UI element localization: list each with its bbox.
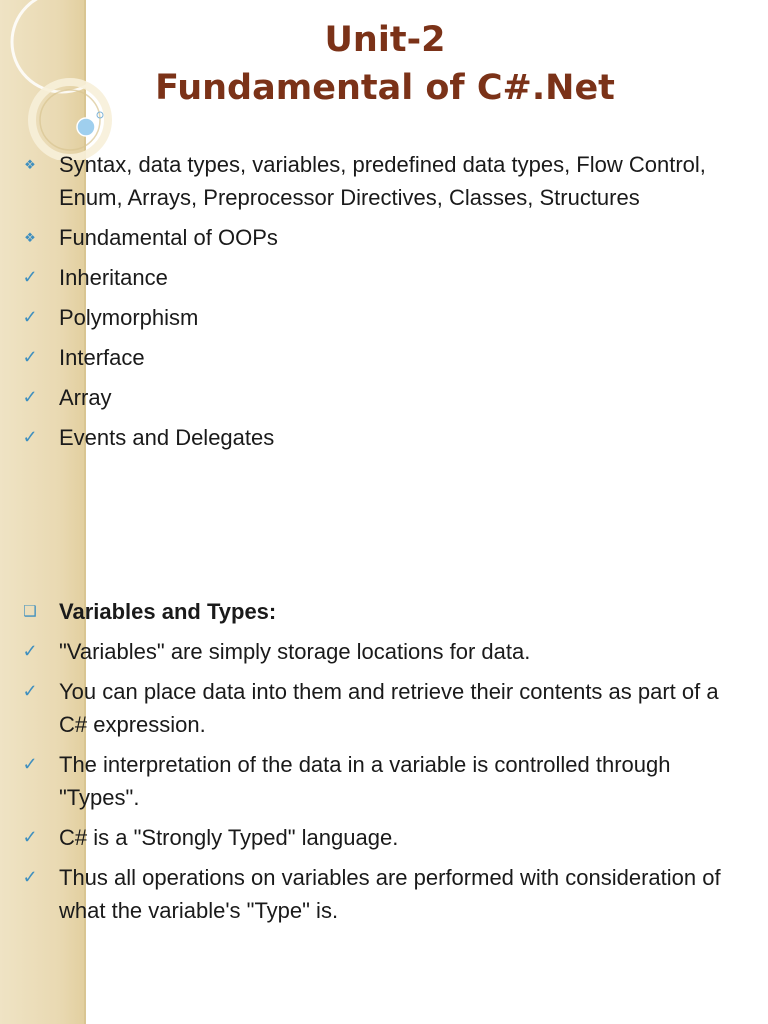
check-bullet-icon: ✓ — [22, 387, 38, 407]
check-bullet-icon: ✓ — [22, 827, 38, 847]
check-bullet-icon: ✓ — [22, 347, 38, 367]
list-item-text: Fundamental of OOPs — [59, 225, 278, 250]
diamond-bullet-icon: ❖ — [24, 157, 36, 172]
list-item — [0, 148, 740, 214]
list-item — [0, 635, 740, 668]
list-item-text: You can place data into them and retrieve their contents as part of a C# expression. — [59, 679, 719, 737]
slide-title-line-1: Unit-2 — [324, 20, 446, 60]
list-item-text: Syntax, data types, variables, predefined data types, Flow Control, Enum, Arrays, Preprocessor Directives, Classes, Structures — [59, 152, 706, 210]
list-item — [0, 221, 740, 254]
list-item — [0, 261, 740, 294]
list-item-text: C# is a "Strongly Typed" language. — [59, 825, 399, 850]
list-item-text: Inheritance — [59, 265, 168, 290]
check-bullet-icon: ✓ — [22, 681, 38, 701]
section-heading: Variables and Types: — [59, 599, 277, 624]
list-item-text: Events and Delegates — [59, 425, 275, 450]
list-item-text: The interpretation of the data in a variable is controlled through "Types". — [59, 752, 671, 810]
list-heading — [0, 595, 740, 628]
check-bullet-icon: ✓ — [22, 307, 38, 327]
slide-1-bullet-list — [0, 148, 740, 461]
list-item-text: Thus all operations on variables are performed with consideration of what the variable's "Type" is. — [59, 865, 721, 923]
list-item — [0, 821, 740, 854]
list-item — [0, 421, 740, 454]
list-item-text: Array — [59, 385, 112, 410]
slide-title-line-2: Fundamental of C#.Net — [155, 68, 615, 108]
list-item — [0, 748, 740, 814]
check-bullet-icon: ✓ — [22, 267, 38, 287]
check-bullet-icon: ✓ — [22, 867, 38, 887]
check-bullet-icon: ✓ — [22, 641, 38, 661]
check-bullet-icon: ✓ — [22, 754, 38, 774]
list-item — [0, 341, 740, 374]
list-item — [0, 301, 740, 334]
list-item — [0, 861, 740, 927]
list-item-text: Interface — [59, 345, 145, 370]
list-item — [0, 675, 740, 741]
list-item — [0, 381, 740, 414]
list-item-text: "Variables" are simply storage locations for data. — [59, 639, 531, 664]
diamond-bullet-icon: ❖ — [24, 230, 36, 245]
slide-2-bullet-list — [0, 595, 740, 934]
square-bullet-icon: ❑ — [23, 603, 37, 620]
check-bullet-icon: ✓ — [22, 427, 38, 447]
list-item-text: Polymorphism — [59, 305, 199, 330]
